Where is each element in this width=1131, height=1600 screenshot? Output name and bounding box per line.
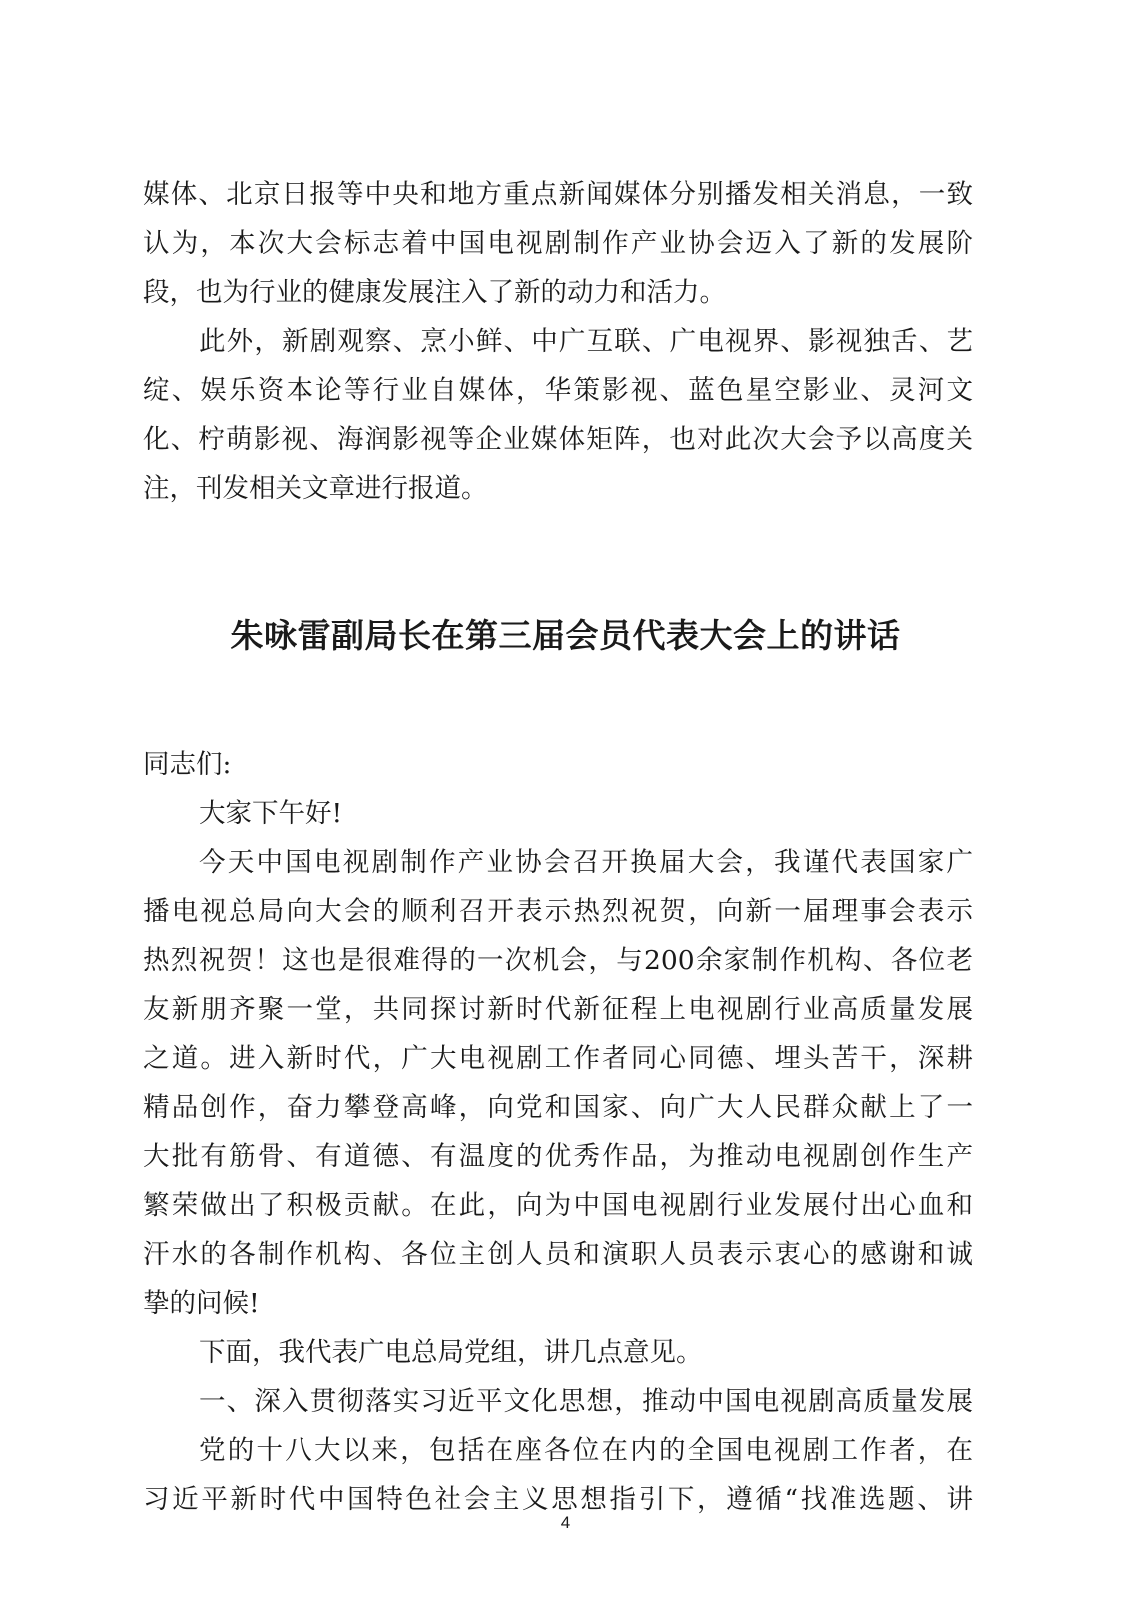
paragraph-line: 汗水的各制作机构、各位主创人员和演职人员表示衷心的感谢和诚 — [143, 1239, 973, 1270]
paragraph-line: 化、柠萌影视、海润影视等企业媒体矩阵，也对此次大会予以高度关 — [143, 424, 973, 455]
paragraph-line: 热烈祝贺！这也是很难得的一次机会，与200余家制作机构、各位老 — [143, 945, 973, 976]
paragraph-line: 挚的问候! — [143, 1288, 260, 1319]
paragraph-line: 认为，本次大会标志着中国电视剧制作产业协会迈入了新的发展阶 — [143, 228, 973, 259]
paragraph-line: 友新朋齐聚一堂，共同探讨新时代新征程上电视剧行业高质量发展 — [143, 994, 973, 1025]
paragraph-line: 媒体、北京日报等中央和地方重点新闻媒体分别播发相关消息，一致 — [143, 179, 973, 210]
greeting: 大家下午好! — [199, 798, 343, 829]
paragraph-line: 精品创作，奋力攀登高峰，向党和国家、向广大人民群众献上了一 — [143, 1092, 973, 1123]
speech-heading: 朱咏雷副局长在第三届会员代表大会上的讲话 — [230, 616, 901, 655]
speech-body — [143, 740, 973, 1524]
paragraph-line: 今天中国电视剧制作产业协会召开换届大会，我谨代表国家广 — [199, 847, 973, 878]
paragraph-line: 注，刊发相关文章进行报道。 — [143, 473, 488, 504]
paragraph-line: 此外，新剧观察、烹小鲜、中广互联、广电视界、影视独舌、艺 — [199, 326, 973, 357]
paragraph-line: 下面，我代表广电总局党组，讲几点意见。 — [199, 1337, 703, 1368]
paragraph-line: 习近平新时代中国特色社会主义思想指引下，遵循“找准选题、讲 — [143, 1484, 973, 1515]
page-number: 4 — [560, 1513, 571, 1532]
paragraph-line: 大批有筋骨、有道德、有温度的优秀作品，为推动电视剧创作生产 — [143, 1141, 973, 1172]
paragraph-line: 之道。进入新时代，广大电视剧工作者同心同德、埋头苦干，深耕 — [143, 1043, 973, 1074]
paragraph-line: 繁荣做出了积极贡献。在此，向为中国电视剧行业发展付出心血和 — [143, 1190, 973, 1221]
continuation-text — [143, 170, 973, 513]
salutation: 同志们: — [143, 749, 232, 780]
paragraph-line: 段，也为行业的健康发展注入了新的动力和活力。 — [143, 277, 726, 308]
section-title: 一、深入贯彻落实习近平文化思想，推动中国电视剧高质量发展 — [199, 1386, 973, 1417]
paragraph-line: 绽、娱乐资本论等行业自媒体，华策影视、蓝色星空影业、灵河文 — [143, 375, 973, 406]
paragraph-line: 播电视总局向大会的顺利召开表示热烈祝贺，向新一届理事会表示 — [143, 896, 973, 927]
paragraph-line: 党的十八大以来，包括在座各位在内的全国电视剧工作者，在 — [199, 1435, 973, 1466]
